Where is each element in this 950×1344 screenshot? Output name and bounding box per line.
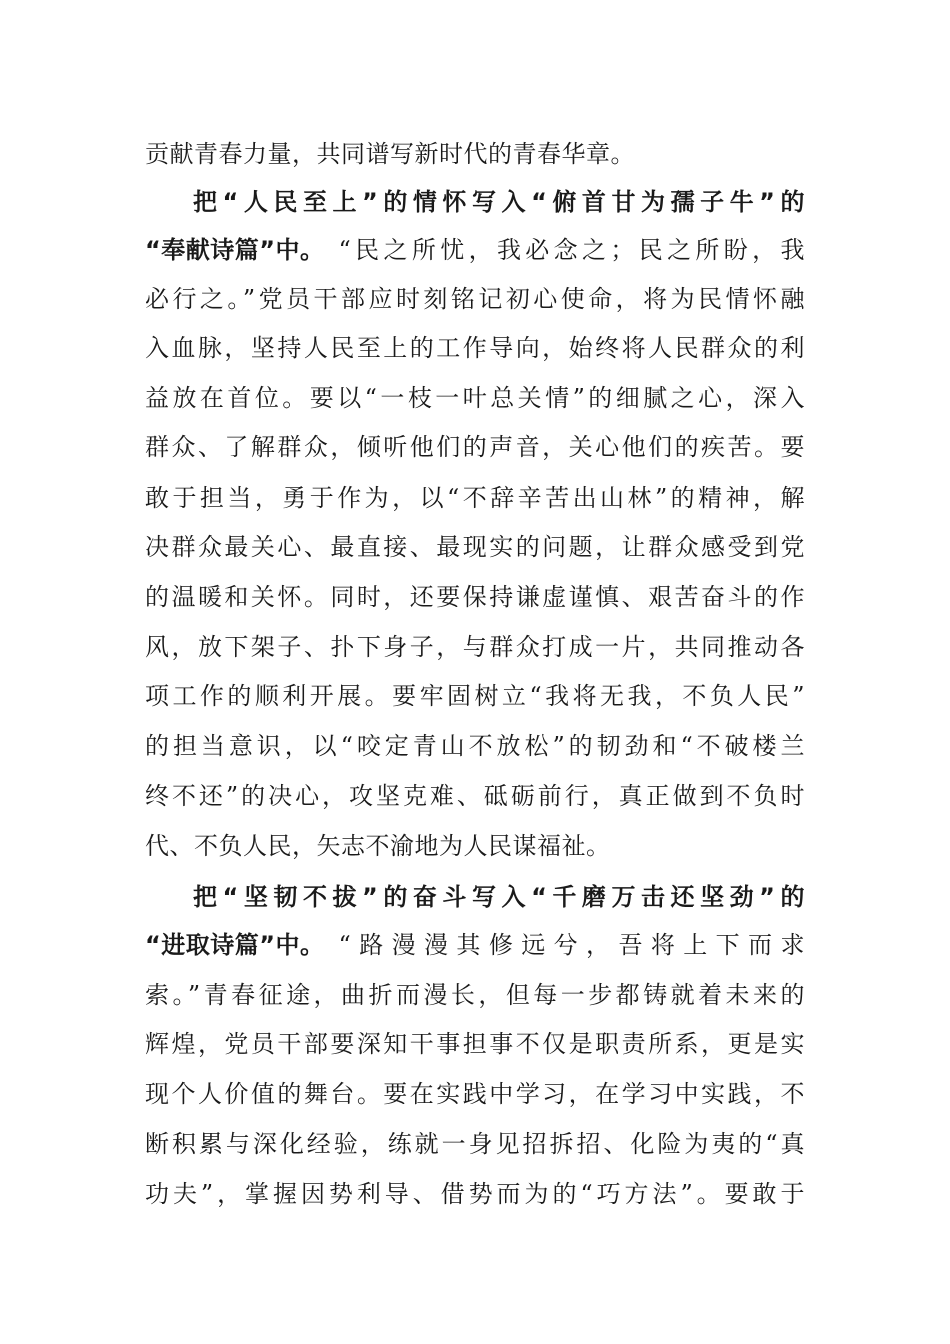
heading-continuation-line: [145, 920, 805, 970]
body-text-line: 敢于担当，勇于作为，以“不辞辛苦出山林”的精神，解: [145, 484, 805, 512]
body-text-line: 项工作的顺利开展。要牢固树立“我将无我，不负人民”: [145, 682, 805, 710]
paragraph-heading-line: 把“坚韧不拔”的奋斗写入“千磨万击还坚劲”的: [193, 883, 805, 911]
body-text-line: 终不还”的决心，攻坚克难、砥砺前行，真正做到不负时: [145, 782, 805, 810]
paragraph-heading-tail: “奉献诗篇”中。: [145, 236, 325, 264]
body-text-line: 断积累与深化经验，练就一身见招拆招、化险为夷的“真: [145, 1130, 805, 1158]
body-text-line: 的温暖和关怀。同时，还要保持谦虚谨慎、艰苦奋斗的作: [145, 583, 805, 611]
body-text-line: 贡献青春力量，共同谱写新时代的青春华章。: [145, 140, 635, 168]
body-text-segment: “民之所忧，我必念之；民之所盼，我: [338, 236, 805, 264]
body-text-line: 益放在首位。要以“一枝一叶总关情”的细腻之心，深入: [145, 384, 805, 412]
body-text-line: 入血脉，坚持人民至上的工作导向，始终将人民群众的利: [145, 334, 805, 362]
paragraph-heading-line: 把“人民至上”的情怀写入“俯首甘为孺子牛”的: [193, 188, 805, 216]
body-text-line: 风，放下架子、扑下身子，与群众打成一片，共同推动各: [145, 633, 805, 661]
body-text-line: 现个人价值的舞台。要在实践中学习，在学习中实践，不: [145, 1080, 805, 1108]
paragraph-heading-tail: “进取诗篇”中。: [145, 931, 325, 959]
body-text-line: 索。”青春征途，曲折而漫长，但每一步都铸就着未来的: [145, 981, 805, 1009]
body-text-line: 群众、了解群众，倾听他们的声音，关心他们的疾苦。要: [145, 433, 805, 461]
body-text-line: 决群众最关心、最直接、最现实的问题，让群众感受到党: [145, 533, 805, 561]
body-text-line: 必行之。”党员干部应时刻铭记初心使命，将为民情怀融: [145, 285, 805, 313]
body-text-segment: “路漫漫其修远兮，吾将上下而求: [338, 931, 805, 959]
heading-continuation-line: [145, 225, 805, 275]
body-text-line: 辉煌，党员干部要深知干事担事不仅是职责所系，更是实: [145, 1030, 805, 1058]
body-text-line: 的担当意识，以“咬定青山不放松”的韧劲和“不破楼兰: [145, 732, 805, 760]
body-text-line: 功夫”，掌握因势利导、借势而为的“巧方法”。要敢于: [145, 1180, 805, 1208]
body-text-line: 代、不负人民，矢志不渝地为人民谋福祉。: [145, 832, 611, 860]
